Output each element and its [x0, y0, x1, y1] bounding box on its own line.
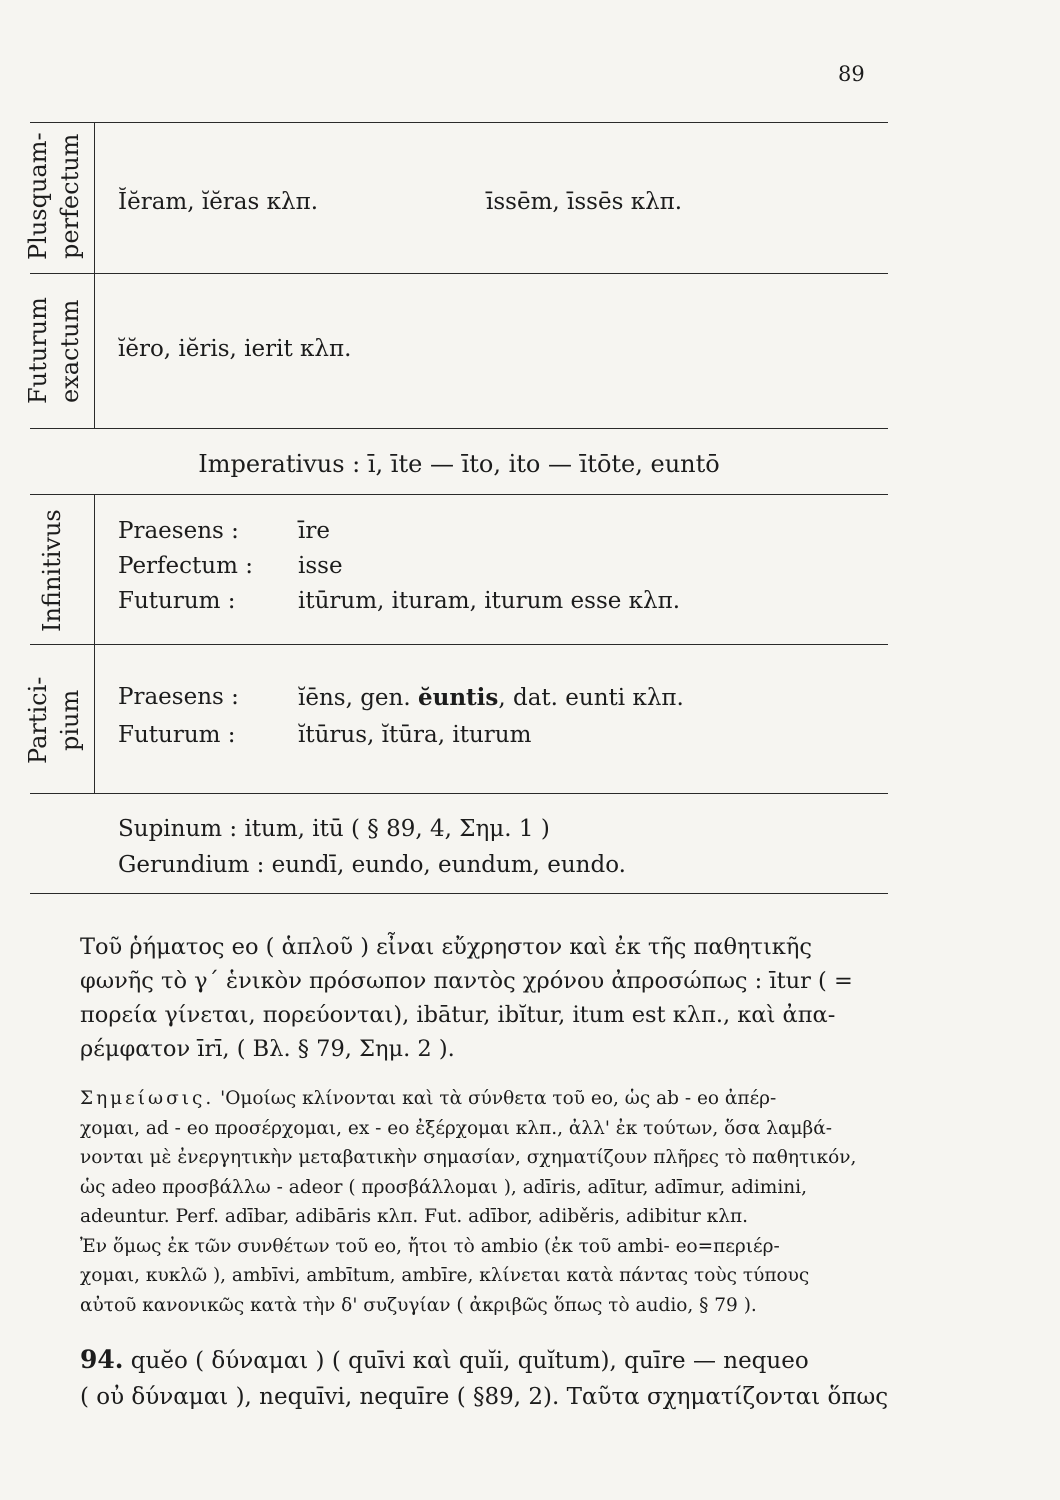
infinitivus-praesens-label: Praesens : [118, 518, 239, 544]
note-line: adeuntur. Perf. adībar, adibāris κλπ. Fut. adībor, adiběris, adibitur κλπ. [80, 1206, 748, 1227]
note-line: Ἐν ὅμως ἐκ τῶν συνθέτων τοῦ eo, ἤτοι τὸ ambio (ἐκ τοῦ ambi- eo=περιέρ- [80, 1235, 780, 1257]
table-rule [30, 494, 888, 495]
section-94 [80, 1342, 890, 1415]
section-94-line-1 [80, 1342, 890, 1379]
infinitivus-praesens-value: īre [298, 518, 330, 544]
plusquam-forms-1: Ĭĕram, ĭĕras κλπ. [118, 189, 319, 215]
paragraph-line: φωνῆς τὸ γ΄ ἑνικὸν πρόσωπον παντὸς χρόνου ἀπροσώπως : ītur ( = [80, 968, 853, 994]
table-rule [30, 428, 888, 429]
label-futurum: Futurum [24, 297, 52, 405]
paragraph-line: πορεία γίνεται, πορεύονται), ibātur, ibĭtur, itum est κλπ., καὶ ἀπα- [80, 1002, 836, 1028]
label-partici: Partici- [24, 676, 52, 764]
note-line: νονται μὲ ἐνεργητικὴν μεταβατικὴν σημασίαν, σχηματίζουν πλῆρες τὸ παθητικόν, [80, 1147, 857, 1168]
participium-futurum-value: ĭtūrus, ĭtūra, iturum [298, 722, 532, 748]
section-number: 94. [80, 1345, 124, 1374]
participium-praesens-label: Praesens : [118, 684, 239, 710]
label-exactum: exactum [56, 299, 84, 403]
note-line-text: 'Ομοίως κλίνονται καὶ τὰ σύνθετα τοῦ eo, ὡς ab - eo ἀπέρ- [220, 1088, 777, 1109]
note-block [80, 1084, 890, 1320]
participium-praesens-bold: ĕuntis [417, 684, 499, 711]
supinum-line: Supinum : itum, itū ( § 89, 4, Σημ. 1 ) [118, 816, 550, 842]
paragraph-line: Τοῦ ῥήματος eo ( ἁπλοῦ ) εἶναι εὔχρηστον καὶ ἐκ τῆς παθητικῆς [80, 934, 812, 960]
futurum-exactum-forms: ĭĕro, iĕris, ierit κλπ. [118, 336, 352, 362]
participium-praesens-pre: ĭēns, gen. [298, 685, 418, 711]
body-paragraph [80, 930, 890, 1066]
imperativus-line: Imperativus : ī, īte — īto, ito — ītōte, euntō [198, 450, 720, 478]
paragraph-line: ρέμφατον īrī, ( Βλ. § 79, Σημ. 2 ). [80, 1036, 455, 1062]
infinitivus-perfectum-value: isse [298, 553, 343, 579]
participium-praesens-value [298, 684, 684, 711]
note-line: αὐτοῦ κανονικῶς κατὰ τὴν δ' συζυγίαν ( ἀκριβῶς ὅπως τὸ audio, § 79 ). [80, 1294, 757, 1316]
note-line: χομαι, ad - eo προσέρχομαι, ex - eo ἐξέρχομαι κλπ., ἀλλ' ἐκ τούτων, ὅσα λαμβά- [80, 1117, 832, 1139]
note-line [80, 1084, 890, 1114]
participium-futurum-label: Futurum : [118, 722, 236, 748]
participium-praesens-post: , dat. eunti κλπ. [498, 685, 684, 711]
note-line: ὡς adeo προσβάλλω - adeor ( προσβάλλομαι ), adīris, adītur, adīmur, adimini, [80, 1176, 807, 1198]
label-pium: pium [56, 689, 84, 751]
label-plusquam: Plusquam- [24, 132, 52, 260]
infinitivus-perfectum-label: Perfectum : [118, 553, 253, 579]
label-infinitivus: Infinitivus [38, 509, 66, 633]
label-column-rule [94, 494, 95, 793]
note-head: Σημείωσις. [80, 1088, 215, 1109]
gerundium-line: Gerundium : eundī, eundo, eundum, eundo. [118, 852, 626, 878]
label-perfectum: perfectum [56, 133, 84, 259]
infinitivus-futurum-value: itūrum, ituram, iturum esse κλπ. [298, 588, 681, 614]
table-rule [30, 893, 888, 894]
table-rule [30, 644, 888, 645]
plusquam-forms-2: īssēm, īssēs κλπ. [486, 189, 683, 215]
label-column-rule [94, 122, 95, 428]
section-94-text-1: quĕo ( δύναμαι ) ( quīvi καὶ quĭi, quĭtum), quīre — nequeo [123, 1348, 809, 1374]
section-94-line-2: ( οὐ δύναμαι ), nequīvi, nequīre ( §89, 2). Ταῦτα σχηματίζονται ὅπως [80, 1384, 889, 1410]
page-number: 89 [838, 62, 865, 86]
table-rule [30, 273, 888, 274]
infinitivus-futurum-label: Futurum : [118, 588, 236, 614]
table-rule [30, 122, 888, 123]
table-rule [30, 793, 888, 794]
note-line: χομαι, κυκλῶ ), ambīvi, ambītum, ambīre, κλίνεται κατὰ πάντας τοὺς τύπους [80, 1265, 810, 1286]
